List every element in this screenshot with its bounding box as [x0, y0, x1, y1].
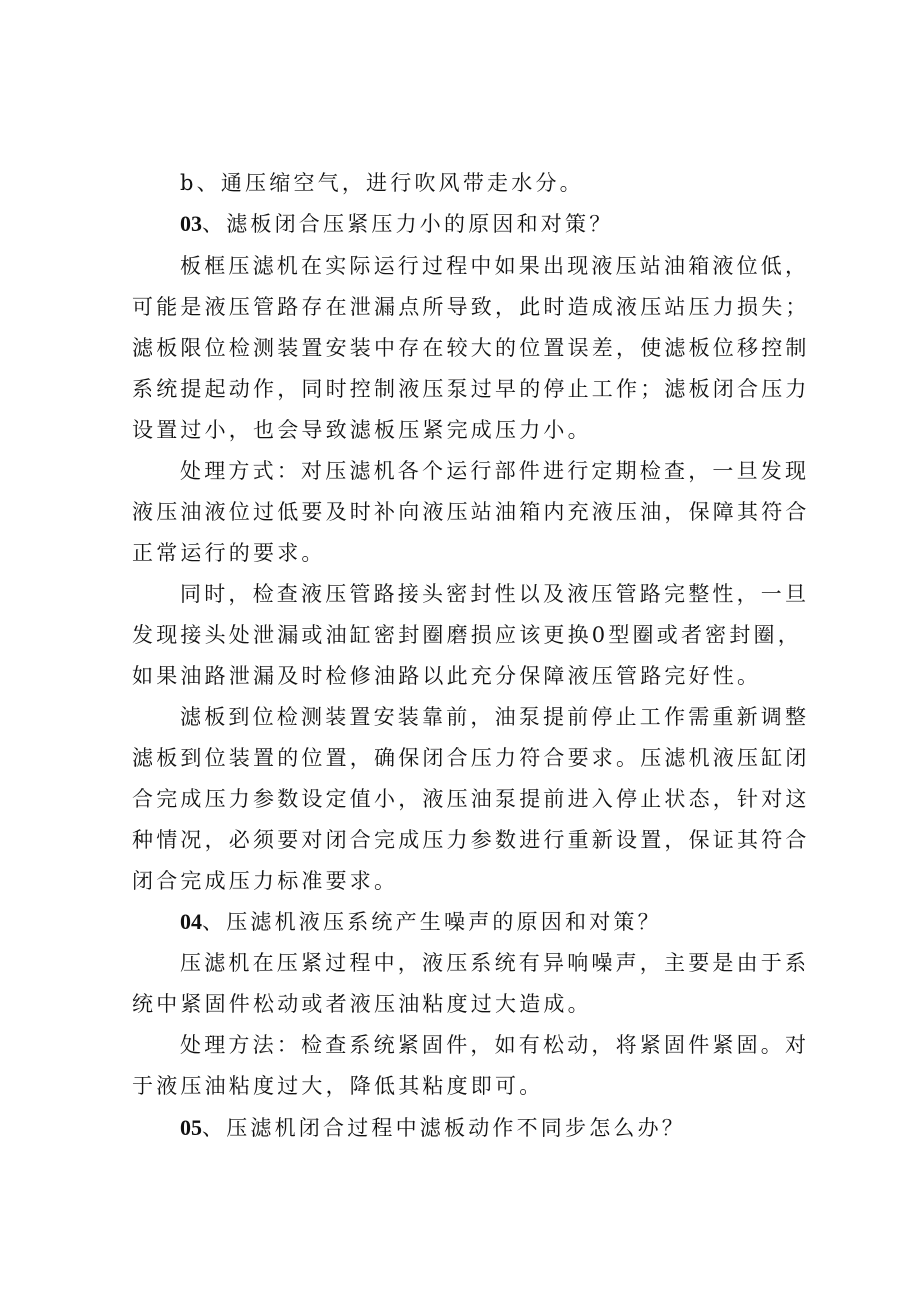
paragraph-line: 滤板到位检测装置安装靠前，油泵提前停止工作需重新调整 — [180, 705, 810, 729]
paragraph-line: 于液压油粘度过大，降低其粘度即可。 — [132, 1074, 544, 1098]
paragraph-line: 如果油路泄漏及时检修油路以此充分保障液压管路完好性。 — [132, 664, 762, 688]
heading-number: 04 — [180, 909, 202, 934]
paragraph-line: 处理方法：检查系统紧固件，如有松动，将紧固件紧固。对 — [180, 1033, 810, 1057]
section-heading-05 — [180, 1113, 686, 1143]
paragraph-line: 系统提起动作，同时控制液压泵过早的停止工作；滤板闭合压力 — [132, 377, 810, 401]
paragraph-line: 种情况，必须要对闭合完成压力参数进行重新设置，保证其符合 — [132, 828, 810, 852]
heading-text: 、压滤机液压系统产生噪声的原因和对策？ — [202, 910, 662, 934]
paragraph-line: 滤板到位装置的位置，确保闭合压力符合要求。压滤机液压缸闭 — [132, 746, 810, 770]
paragraph-line: 滤板限位检测装置安装中存在较大的位置误差，使滤板位移控制 — [132, 336, 810, 360]
paragraph-line: 正常运行的要求。 — [132, 541, 326, 565]
paragraph-line: 可能是液压管路存在泄漏点所导致，此时造成液压站压力损失； — [132, 295, 810, 319]
paragraph-line: 闭合完成压力标准要求。 — [132, 869, 399, 893]
paragraph-line: b、通压缩空气，进行吹风带走水分。 — [180, 171, 584, 195]
paragraph-line: 板框压滤机在实际运行过程中如果出现液压站油箱液位低， — [180, 254, 810, 278]
paragraph-line: 压滤机在压紧过程中，液压系统有异响噪声，主要是由于系 — [180, 951, 810, 975]
paragraph-line: 处理方式：对压滤机各个运行部件进行定期检查，一旦发现 — [180, 459, 810, 483]
paragraph-line: 合完成压力参数设定值小，液压油泵提前进入停止状态，针对这 — [132, 787, 810, 811]
paragraph-line: 设置过小，也会导致滤板压紧完成压力小。 — [132, 418, 592, 442]
paragraph-line: 同时，检查液压管路接头密封性以及液压管路完整性，一旦 — [180, 582, 810, 606]
heading-number: 05 — [180, 1115, 202, 1140]
section-heading-04 — [180, 907, 662, 937]
paragraph-line: 发现接头处泄漏或油缸密封圈磨损应该更换0型圈或者密封圈， — [132, 623, 802, 647]
section-heading-03 — [180, 209, 613, 239]
heading-text: 、压滤机闭合过程中滤板动作不同步怎么办？ — [202, 1116, 686, 1140]
heading-number: 03 — [180, 211, 202, 236]
paragraph-line: 液压油液位过低要及时补向液压站油箱内充液压油，保障其符合 — [132, 500, 810, 524]
heading-text: 、滤板闭合压紧压力小的原因和对策？ — [202, 212, 614, 236]
paragraph-line: 统中紧固件松动或者液压油粘度过大造成。 — [132, 992, 592, 1016]
